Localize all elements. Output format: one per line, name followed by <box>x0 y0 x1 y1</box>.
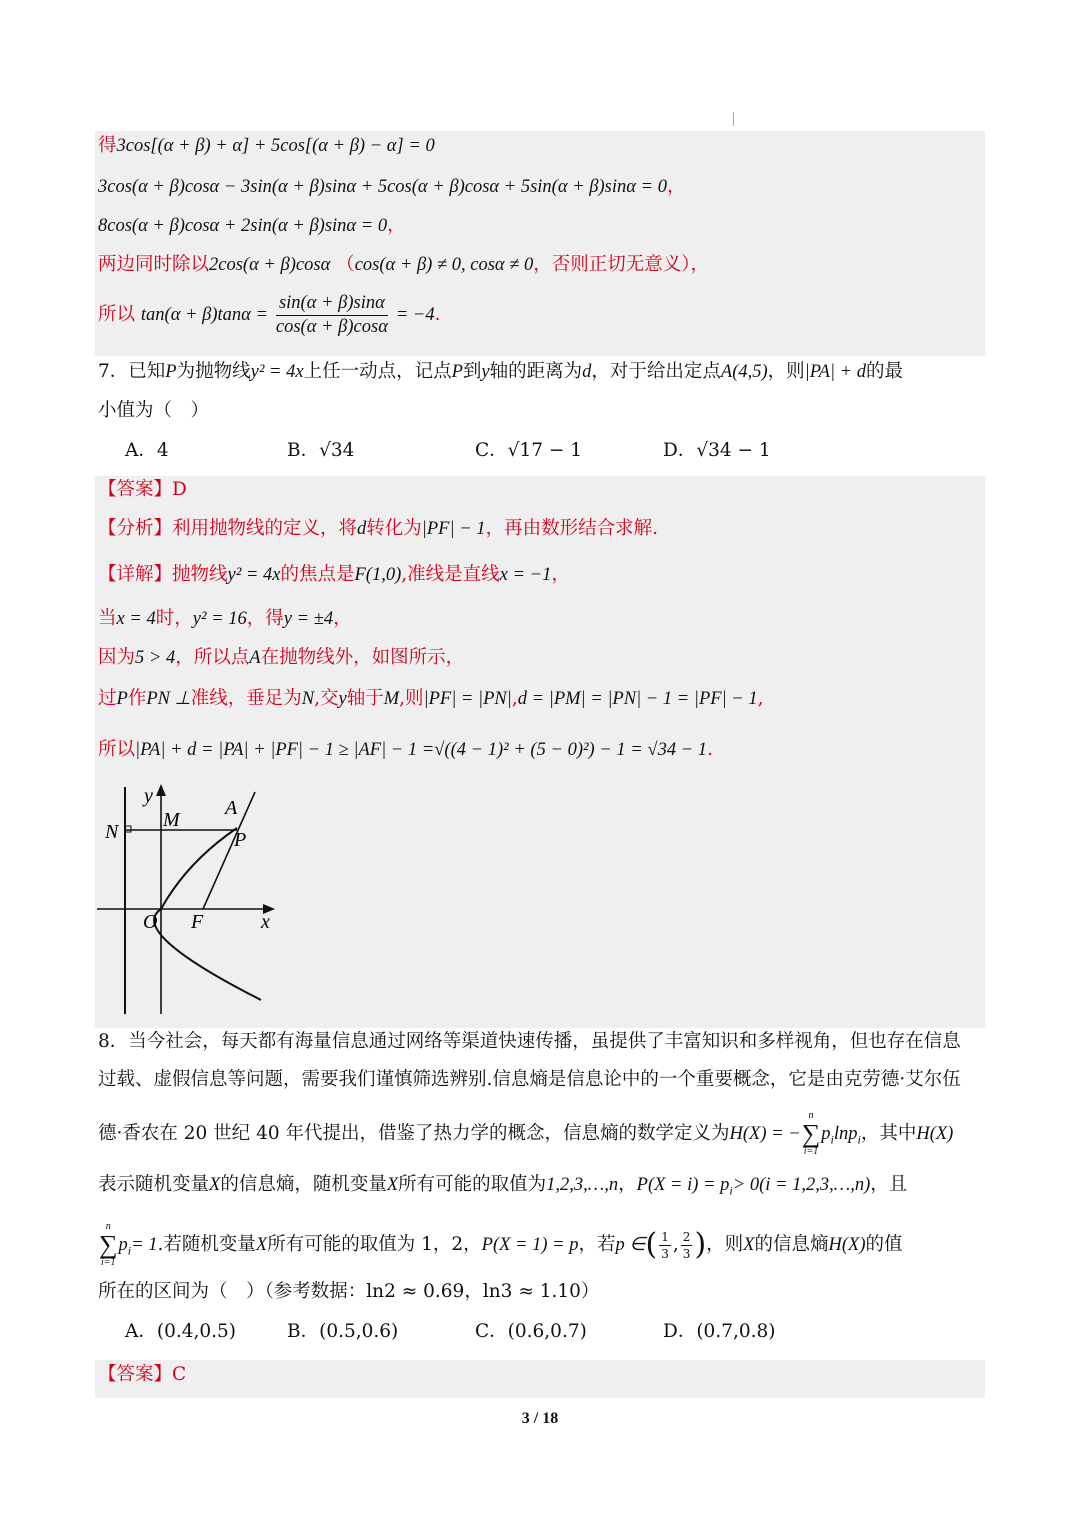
label-a: A <box>225 797 238 819</box>
q7-option-a[interactable]: A．4 <box>125 440 169 461</box>
label-x: x <box>261 911 270 933</box>
q7-step1: 当x = 4时，y² = 16，得y = ±4， <box>98 608 352 629</box>
q7-step4: 所以|PA| + d = |PA| + |PF| − 1 ≥ |AF| − 1 =√((4 − 1)² + (5 − 0)²) − 1 = √34 − 1. <box>98 739 713 760</box>
fraction-tan: $\frac{\sin(\alpha + \beta)\sin\alpha}{\cos(\alpha + \beta)\cos\alpha}$ <box>275 293 388 337</box>
block1-line3: 8cos(α + β)cosα + 2sin(α + β)sinα = 0， <box>98 215 406 236</box>
q7-option-b[interactable]: B．√34 <box>287 440 355 461</box>
block1-line1: 得3cos[(α + β) + α] + 5cos[(α + β) − α] = 0 <box>98 135 435 156</box>
label-n: N <box>105 821 119 843</box>
block1-line2: 3cos(α + β)cosα − 3sin(α + β)sinα + 5cos(α + β)cosα + 5sin(α + β)sinα = 0， <box>98 176 686 197</box>
label-y: y <box>144 785 153 807</box>
label-o: O <box>143 911 158 933</box>
q8-option-d[interactable]: D．(0.7,0.8) <box>663 1321 776 1342</box>
q8-answer: 【答案】C <box>98 1364 187 1385</box>
sum-symbol-1: n ∑ i=1 <box>801 1110 821 1157</box>
sum-symbol-2: n ∑ i=1 <box>99 1221 118 1268</box>
q8-line3: 德·香农在 20 世纪 40 年代提出，借鉴了热力学的概念，信息熵的数学定义为H(X) = − n ∑ i=1 $p_i\ln p_i$，其中H(X) <box>98 1110 954 1157</box>
parabola-figure <box>97 782 279 1018</box>
fraction-one-third: $\frac{1}{3}$ <box>661 1229 669 1261</box>
q7-stem-line1: 7．已知P为抛物线y² = 4x上任一动点，记点P到y轴的距离为d，对于给出定点A(4,5)，则|PA| + d的最 <box>98 361 904 382</box>
q7-answer: 【答案】D <box>98 479 187 500</box>
q7-stem-line2: 小值为（ ） <box>98 400 210 421</box>
q8-line6: 所在的区间为（ ）（参考数据：ln2 ≈ 0.69，ln3 ≈ 1.10） <box>98 1281 600 1302</box>
q7-step3: 过P作PN ⊥准线，垂足为N,交y轴于M,则|PF| = |PN|,d = |PM| = |PN| − 1 = |PF| − 1, <box>98 688 764 709</box>
q7-step2: 因为5 > 4，所以点A在抛物线外，如图所示， <box>98 647 465 668</box>
q7-analysis: 【分析】利用抛物线的定义，将d转化为|PF| − 1，再由数形结合求解. <box>98 518 658 539</box>
fraction-two-thirds: $\frac{2}{3}$ <box>682 1229 691 1261</box>
q7-option-d[interactable]: D．√34 − 1 <box>663 440 771 461</box>
q8-option-b[interactable]: B．(0.5,0.6) <box>287 1321 399 1342</box>
q8-line2: 过载、虚假信息等问题，需要我们谨慎筛选辨别.信息熵是信息论中的一个重要概念，它是由克劳德·艾尔伍 <box>98 1069 961 1090</box>
label-p: P <box>234 829 247 851</box>
page-number: 3 / 18 <box>521 1410 559 1427</box>
q8-option-c[interactable]: C．(0.6,0.7) <box>475 1321 587 1342</box>
solution-block-8 <box>95 1360 985 1398</box>
q7-option-c[interactable]: C．√17 − 1 <box>475 440 583 461</box>
block1-line5: 所以 tan(α + β)tanα = $\frac{\sin(\alpha + \beta)\sin\alpha}{\cos(\alpha + \beta)\cos\alpha}$ = −4. <box>98 293 441 337</box>
q8-line5: n ∑ i=1 $p_i= 1$.若随机变量X所有可能的取值为 1，2，P(X = 1) = p，若p ∈( $\frac{1}{3}$ , $\frac{2}{3}$ )，则X的信息熵H(X)的值 <box>99 1221 903 1268</box>
label-m: M <box>163 809 180 831</box>
label-f: F <box>191 911 204 933</box>
block1-line4: 两边同时除以2cos(α + β)cosα （cos(α + β) ≠ 0, cosα ≠ 0，否则正切无意义）， <box>98 254 710 275</box>
q7-detail: 【详解】抛物线y² = 4x的焦点是F(1,0),准线是直线x = −1， <box>98 564 570 585</box>
q8-line4: 表示随机变量X的信息熵，随机变量X所有可能的取值为1,2,3,…,n，$P(X = i) = p_i> 0(i$ = 1,2,3,…,n)，且 <box>98 1174 908 1198</box>
q8-line1: 8．当今社会，每天都有海量信息通过网络等渠道快速传播，虽提供了丰富知识和多样视角，但也存在信息 <box>98 1031 961 1052</box>
q8-option-a[interactable]: A．(0.4,0.5) <box>125 1321 237 1342</box>
header-mark <box>733 112 734 126</box>
